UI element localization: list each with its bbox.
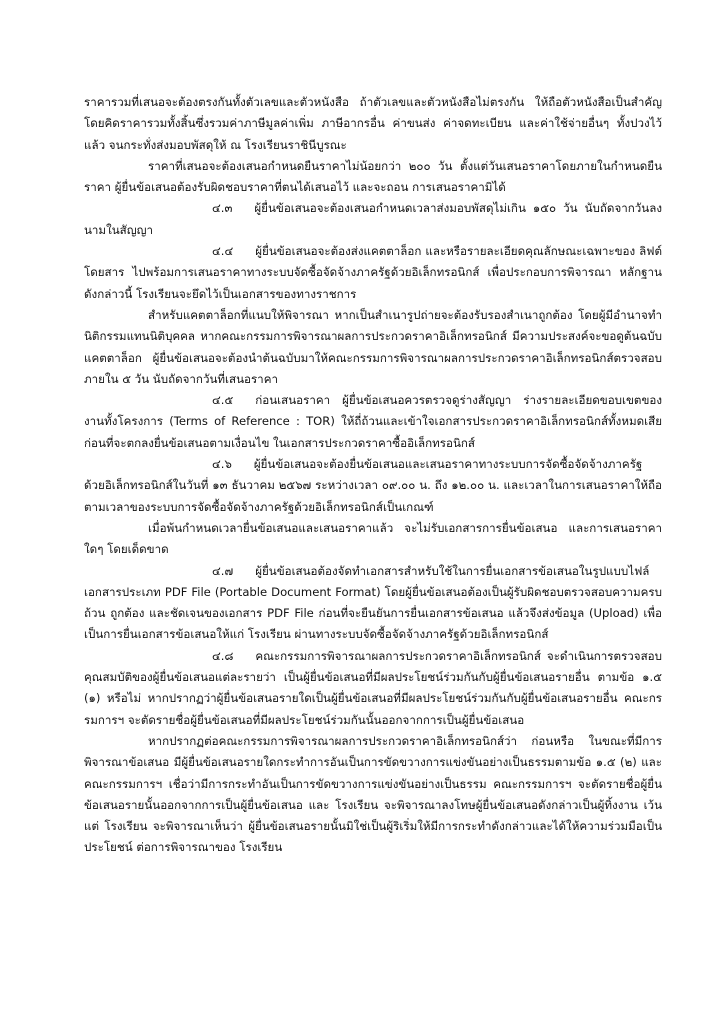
paragraph-price-validity bbox=[84, 156, 662, 199]
clause-4-7 bbox=[84, 561, 662, 646]
document-body bbox=[84, 92, 662, 859]
paragraph-catalog bbox=[84, 305, 662, 390]
clause-text: ผู้ยื่นข้อเสนอต้องจัดทำเอกสารสำหรับใช้ในการยื่นเอกสารข้อเสนอในรูปแบบไฟล์เอกสารประเภท PDF File (Portable Document Format) โดยผู้ยื่นข้อเสนอต้องเป็นผู้รับผิดชอบตรวจสอบความครบถ้วน ถูกต้อง และชัดเจนของเอกสาร PDF File ก่อนที่จะยืนยันการยื่นเอกสารข้อเสนอ แล้วจึงส่งข้อมูล (Upload) เพื่อเป็นการยื่นเอกสารข้อเสนอให้แก่ โรงเรียน ผ่านทางระบบจัดซื้อจัดจ้างภาครัฐด้วยอิเล็กทรอนิกส์ bbox=[84, 563, 662, 642]
clause-number: ๔.๖ bbox=[212, 457, 232, 472]
paragraph-text: ราคารวมที่เสนอจะต้องตรงกันทั้งตัวเลขและตัวหนังสือ ถ้าตัวเลขและตัวหนังสือไม่ตรงกัน ให้ถือตัวหนังสือเป็นสำคัญ โดยคิดราคารวมทั้งสิ้นซึ่งรวมค่าภาษีมูลค่าเพิ่ม ภาษีอากรอื่น ค่าขนส่ง ค่าจดทะเบียน และค่าใช้จ่ายอื่นๆ ทั้งปวงไว้แล้ว จนกระทั่งส่งมอบพัสดุให้ ณ โรงเรียนราชินีบูรณะ bbox=[84, 95, 662, 152]
clause-text: ผู้ยื่นข้อเสนอจะต้องยื่นข้อเสนอและเสนอราคาทางระบบการจัดซื้อจัดจ้างภาครัฐ ด้วยอิเล็กทรอนิกส์ในวันที่ ๑๓ ธันวาคม ๒๕๖๗ ระหว่างเวลา ๐๙.๐๐ น. ถึง ๑๒.๐๐ น. และเวลาในการเสนอราคาให้ถือตามเวลาของระบบการจัดซื้อจัดจ้างภาครัฐด้วยอิเล็กทรอนิกส์เป็นเกณฑ์ bbox=[84, 457, 662, 514]
paragraph-deadline bbox=[84, 518, 662, 561]
paragraph-text: สำหรับแคตตาล็อกที่แนบให้พิจารณา หากเป็นสำเนารูปถ่ายจะต้องรับรองสำเนาถูกต้อง โดยผู้มีอำนาจทำนิติกรรมแทนนิติบุคคล หากคณะกรรมการพิจารณาผลการประกวดราคาอิเล็กทรอนิกส์ มีความประสงค์จะขอดูต้นฉบับแคตตาล็อก ผู้ยื่นข้อเสนอจะต้องนำต้นฉบับมาให้คณะกรรมการพิจารณาผลการประกวดราคาอิเล็กทรอนิกส์ตรวจสอบภายใน ๕ วัน นับถัดจากวันที่เสนอราคา bbox=[84, 307, 662, 386]
clause-number: ๔.๗ bbox=[212, 563, 234, 578]
paragraph-text: ราคาที่เสนอจะต้องเสนอกำหนดยืนราคาไม่น้อยกว่า ๒๐๐ วัน ตั้งแต่วันเสนอราคาโดยภายในกำหนดยืนราคา ผู้ยื่นข้อเสนอต้องรับผิดชอบราคาที่ตนได้เสนอไว้ และจะถอน การเสนอราคามิได้ bbox=[84, 158, 662, 195]
clause-number: ๔.๓ bbox=[212, 201, 233, 216]
paragraph-price-total bbox=[84, 92, 662, 156]
clause-4-5 bbox=[84, 390, 662, 454]
clause-4-6 bbox=[84, 454, 662, 518]
clause-4-4 bbox=[84, 241, 662, 305]
clause-number: ๔.๘ bbox=[212, 648, 234, 663]
clause-number: ๔.๔ bbox=[212, 244, 234, 259]
paragraph-collusion bbox=[84, 731, 662, 859]
clause-text: ผู้ยื่นข้อเสนอจะต้องส่งแคตตาล็อก และหรือรายละเอียดคุณลักษณะเฉพาะของ ลิฟต์โดยสาร ไปพร้อมการเสนอราคาทางระบบจัดซื้อจัดจ้างภาครัฐด้วยอิเล็กทรอนิกส์ เพื่อประกอบการพิจารณา หลักฐานดังกล่าวนี้ โรงเรียนจะยึดไว้เป็นเอกสารของทางราชการ bbox=[84, 244, 662, 301]
clause-text: ผู้ยื่นข้อเสนอจะต้องเสนอกำหนดเวลาส่งมอบพัสดุไม่เกิน ๑๕๐ วัน นับถัดจากวันลงนามในสัญญา bbox=[84, 201, 662, 237]
clause-text: คณะกรรมการพิจารณาผลการประกวดราคาอิเล็กทรอนิกส์ จะดำเนินการตรวจสอบคุณสมบัติของผู้ยื่นข้อเสนอแต่ละรายว่า เป็นผู้ยื่นข้อเสนอที่มีผลประโยชน์ร่วมกันกับผู้ยื่นข้อเสนอรายอื่น ตามข้อ ๑.๕ (๑) หรือไม่ หากปรากฏว่าผู้ยื่นข้อเสนอรายใดเป็นผู้ยื่นข้อเสนอที่มีผลประโยชน์ร่วมกันกับผู้ยื่นข้อเสนอรายอื่น คณะกรรมการฯ จะตัดรายชื่อผู้ยื่นข้อเสนอที่มีผลประโยชน์ร่วมกันนั้นออกจากการเป็นผู้ยื่นข้อเสนอ bbox=[84, 648, 662, 727]
clause-4-8 bbox=[84, 646, 662, 731]
clause-number: ๔.๕ bbox=[212, 393, 234, 408]
paragraph-text: เมื่อพ้นกำหนดเวลายื่นข้อเสนอและเสนอราคาแล้ว จะไม่รับเอกสารการยื่นข้อเสนอ และการเสนอราคาใดๆ โดยเด็ดขาด bbox=[84, 520, 662, 557]
paragraph-text: หากปรากฏต่อคณะกรรมการพิจารณาผลการประกวดราคาอิเล็กทรอนิกส์ว่า ก่อนหรือ ในขณะที่มีการพิจารณาข้อเสนอ มีผู้ยื่นข้อเสนอรายใดกระทำการอันเป็นการขัดขวางการแข่งขันอย่างเป็นธรรมตามข้อ ๑.๕ (๒) และคณะกรรมการฯ เชื่อว่ามีการกระทำอันเป็นการขัดขวางการแข่งขันอย่างเป็นธรรม คณะกรรมการฯ จะตัดรายชื่อผู้ยื่นข้อเสนอรายนั้นออกจากการเป็นผู้ยื่นข้อเสนอ และ โรงเรียน จะพิจารณาลงโทษผู้ยื่นข้อเสนอดังกล่าวเป็นผู้ทิ้งงาน เว้นแต่ โรงเรียน จะพิจารณาเห็นว่า ผู้ยื่นข้อเสนอรายนั้นมิใช่เป็นผู้ริเริ่มให้มีการกระทำดังกล่าวและได้ให้ความร่วมมือเป็นประโยชน์ ต่อการพิจารณาของ โรงเรียน bbox=[84, 733, 662, 855]
clause-4-3 bbox=[84, 198, 662, 241]
clause-text: ก่อนเสนอราคา ผู้ยื่นข้อเสนอควรตรวจดูร่างสัญญา ร่างรายละเอียดขอบเขตของงานทั้งโครงการ (Terms of Reference : TOR) ให้ถี่ถ้วนและเข้าใจเอกสารประกวดราคาอิเล็กทรอนิกส์ทั้งหมดเสียก่อนที่จะตกลงยื่นข้อเสนอตามเงื่อนไข ในเอกสารประกวดราคาซื้ออิเล็กทรอนิกส์ bbox=[84, 393, 662, 450]
